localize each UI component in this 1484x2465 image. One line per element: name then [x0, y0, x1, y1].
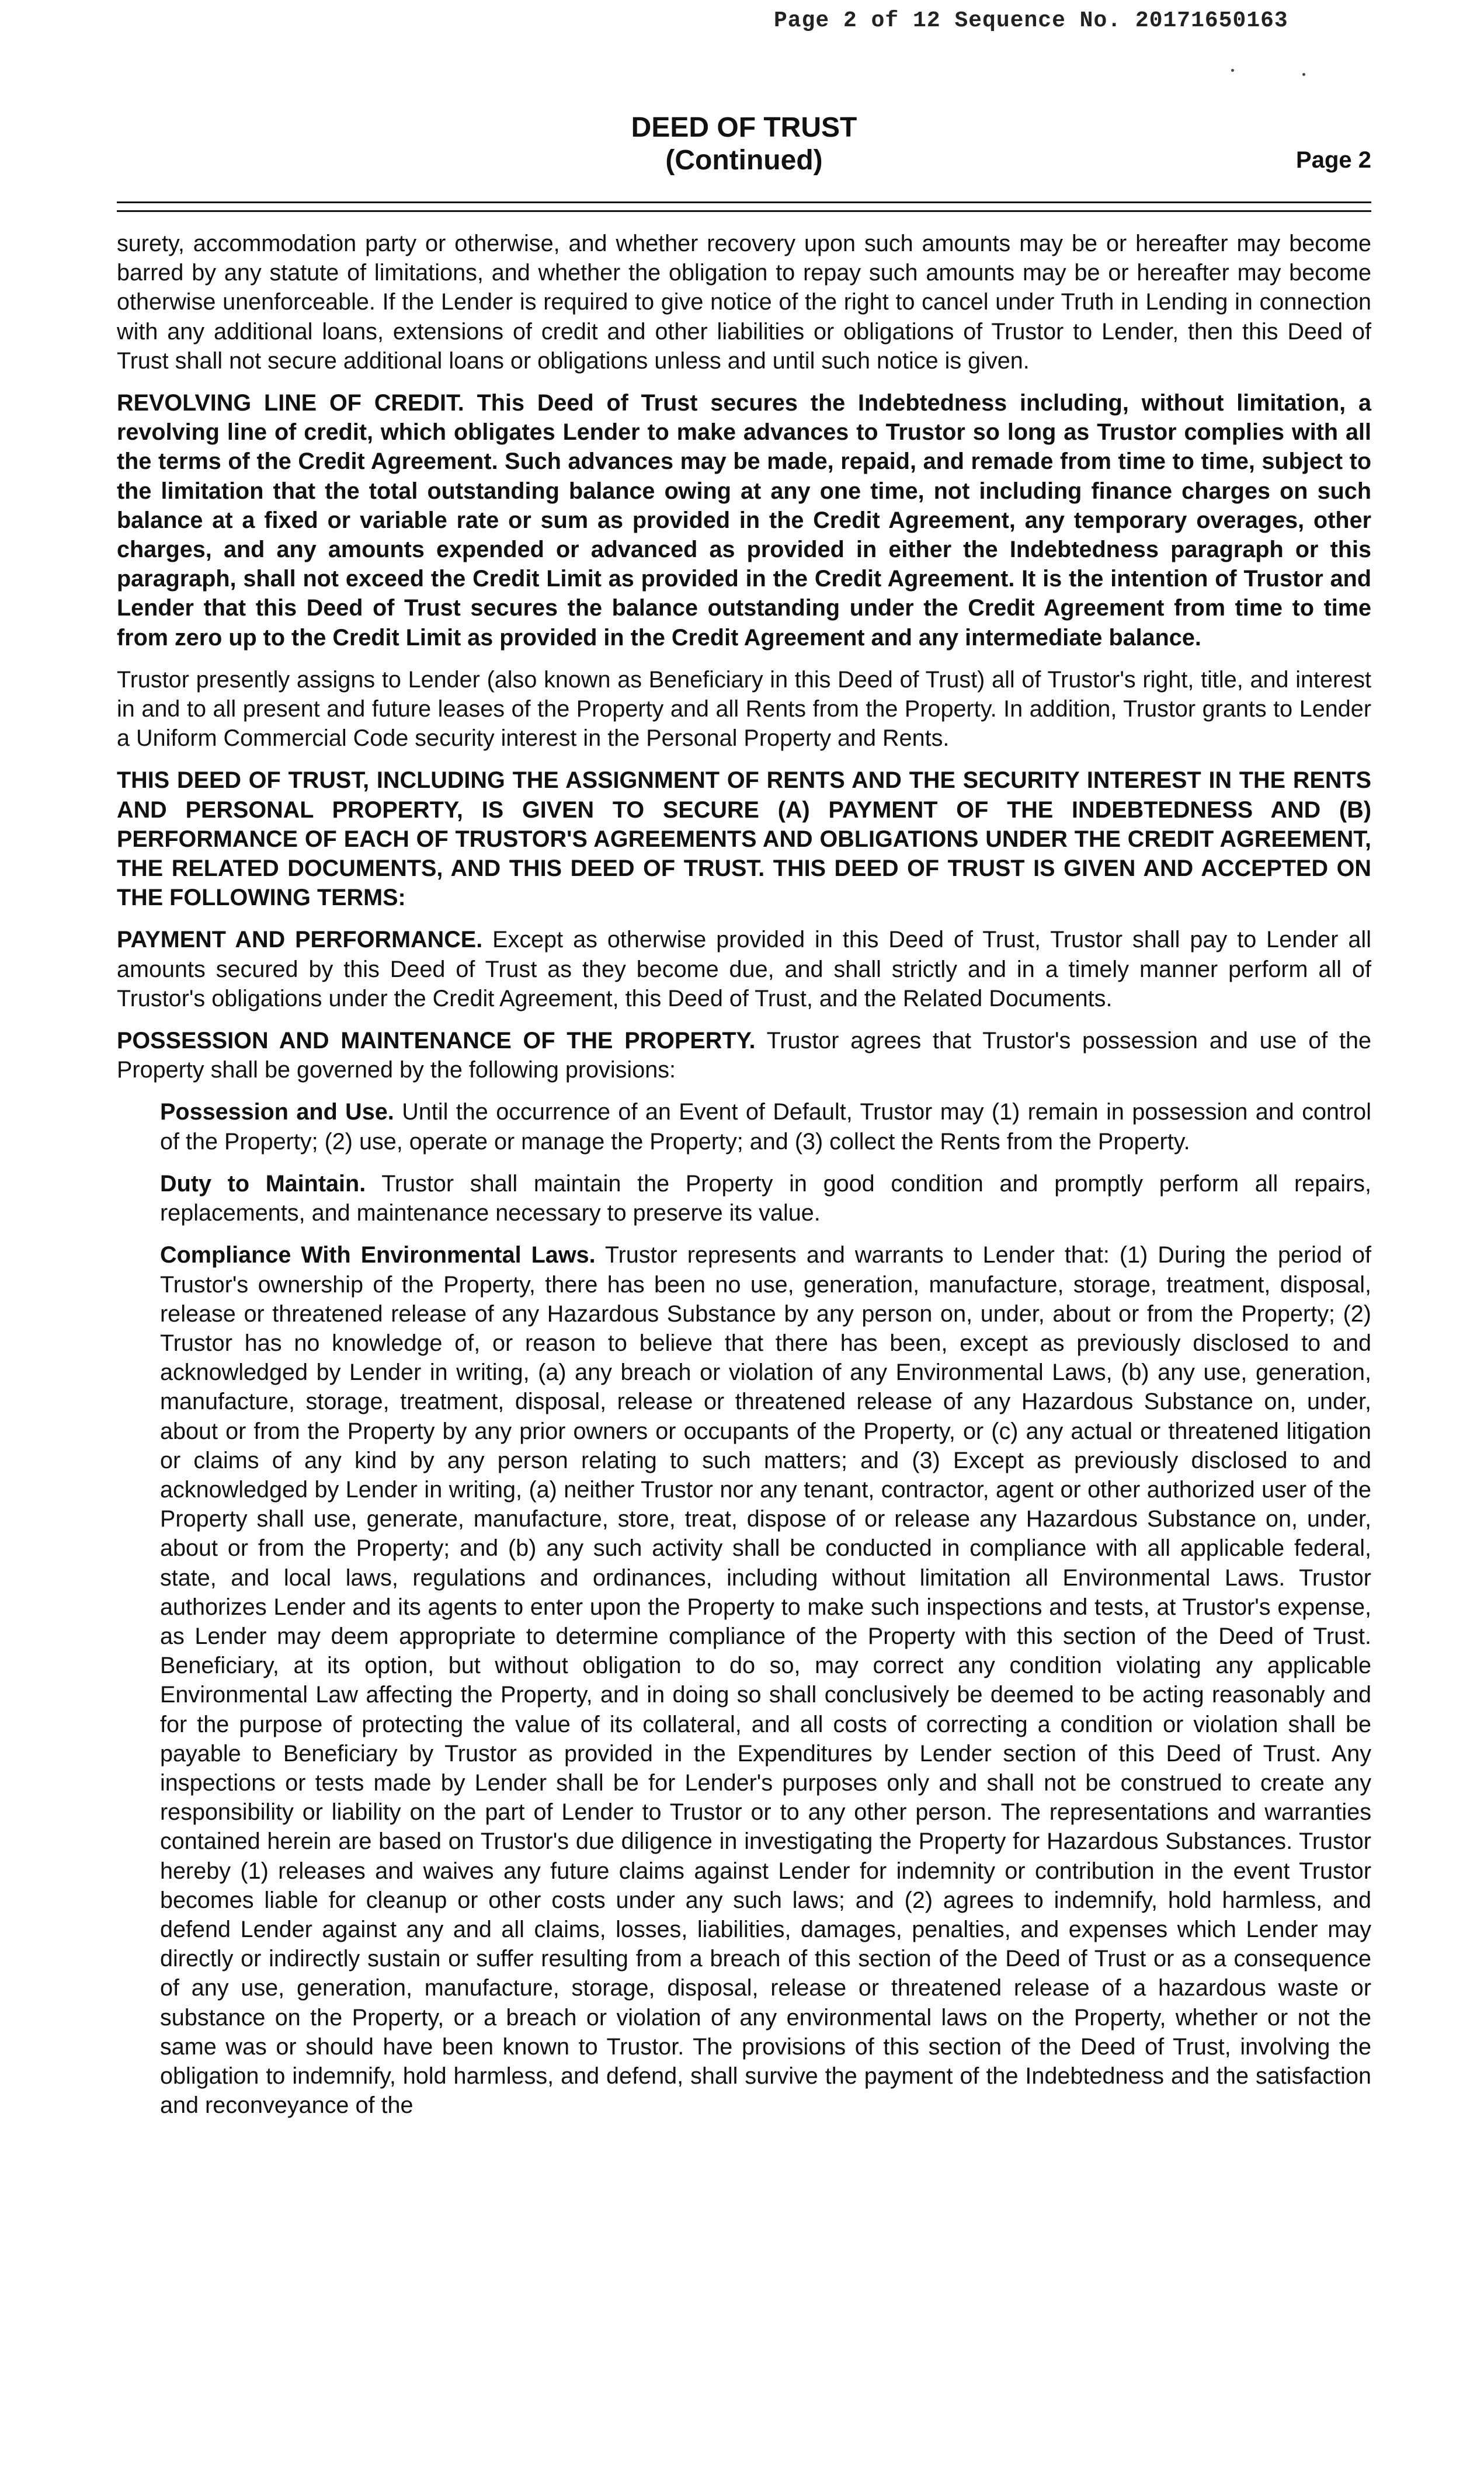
paragraph-revolving-line-of-credit — [117, 388, 1371, 652]
paragraph-assignment — [117, 665, 1371, 753]
subsection-heading: Compliance With Environmental Laws. — [160, 1242, 596, 1268]
paragraph-text: Until the occurrence of an Event of Default, Trustor may (1) remain in possession and control of the Property; (2) use, operate or manage the Property; and (3) collect the Rents from the Property. — [160, 1099, 1371, 1155]
document-body — [117, 229, 1371, 2133]
paragraph-text: Trustor agrees that Trustor's possession and use of the Property shall be governed by the following provisions: — [117, 1028, 1371, 1083]
paragraph-text: Except as otherwise provided in this Deed of Trust, Trustor shall pay to Lender all amounts secured by this Deed of Trust as they become due, and shall strictly and in a timely manner perform all of Trustor's obligations under the Credit Agreement, this Deed of Trust, and the Related Documents. — [117, 927, 1371, 1011]
scan-speck — [1231, 69, 1234, 72]
header-rule-bottom — [117, 210, 1371, 212]
paragraph-payment-and-performance — [117, 925, 1371, 1013]
subsection-heading: Duty to Maintain. — [160, 1170, 366, 1197]
subsection-heading: Possession and Use. — [160, 1099, 394, 1125]
document-title: DEED OF TRUST — [631, 112, 857, 143]
paragraph-text: THIS DEED OF TRUST, INCLUDING THE ASSIGNMENT OF RENTS AND THE SECURITY INTEREST IN THE RENTS AND PERSONAL PROPERTY, IS GIVEN TO SECURE (A) PAYMENT OF THE INDEBTEDNESS AND (B) PERFORMANCE OF EACH OF TRUSTOR'S AGREEMENTS AND OBLIGATIONS UNDER THE CREDIT AGREEMENT, THE RELATED DOCUMENTS, AND THIS DEED OF TRUST. THIS DEED OF TRUST IS GIVEN AND ACCEPTED ON THE FOLLOWING TERMS: — [117, 767, 1371, 911]
paragraph-given-to-secure — [117, 766, 1371, 912]
paragraph-possession-and-maintenance — [117, 1026, 1371, 1084]
header-rule-top — [117, 201, 1371, 203]
paragraph-duty-to-maintain — [160, 1169, 1371, 1228]
paragraph-text: This Deed of Trust secures the Indebtedness including, without limitation, a revolving line of credit, which obligates Lender to make advances to Trustor so long as Trustor complies with all the terms of the Credit Agreement. Such advances may be made, repaid, and remade from time to time, subject to the limitation that the total outstanding balance owing at any one time, not including finance charges on such balance at a fixed or variable rate or sum as provided in the Credit Agreement, any temporary overages, other charges, and any amounts expended or advanced as provided in either the Indebtedness paragraph or this paragraph, shall not exceed the Credit Limit as provided in the Credit Agreement. It is the intention of Trustor and Lender that this Deed of Trust secures the balance outstanding under the Credit Agreement from time to time from zero up to the Credit Limit as provided in the Credit Agreement and any intermediate balance. — [117, 390, 1371, 651]
section-heading: POSSESSION AND MAINTENANCE OF THE PROPERTY. — [117, 1028, 756, 1054]
section-heading: PAYMENT AND PERFORMANCE. — [117, 927, 483, 953]
paragraph-text: Trustor shall maintain the Property in good condition and promptly perform all repairs, replacements, and maintenance necessary to preserve its value. — [160, 1170, 1372, 1226]
paragraph-environmental-laws — [160, 1240, 1371, 2120]
paragraph-text: Trustor represents and warrants to Lender that: (1) During the period of Trustor's ownership of the Property, there has been no use, generation, manufacture, storage, treatment, disposal, release or threatened release of any Hazardous Substance by any person on, under, about or from the Property; (2) Trustor has no knowledge of, or reason to believe that there has been, except as previously disclosed to and acknowledged by Lender in writing, (a) any breach or violation of any Environmental Laws, (b) any use, generation, manufacture, storage, treatment, disposal, release or threatened release of any Hazardous Substance on, under, about or from the Property by any prior owners or occupants of the Property, or (c) any actual or threatened litigation or claims of any kind by any person relating to such matters; and (3) Except as previously disclosed to and acknowledged by Lender in writing, (a) neither Trustor nor any tenant, contractor, agent or other authorized user of the Property shall use, generate, manufacture, store, treat, dispose of or release any Hazardous Substance on, under, about or from the Property; and (b) any such activity shall be conducted in compliance with all applicable federal, state, and local laws, regulations and ordinances, including without limitation all Environmental Laws. Trustor authorizes Lender and its agents to enter upon the Property to make such inspections and tests, at Trustor's expense, as Lender may deem appropriate to determine compliance of the Property with this section of the Deed of Trust. Beneficiary, at its option, but without obligation to do so, may correct any condition violating any applicable Environmental Law affecting the Property, and in doing so shall conclusively be deemed to be acting reasonably and for the purpose of protecting the value of its collateral, and all costs of correcting a condition or violation shall be payable to Beneficiary by Trustor as provided in the Expenditures by Lender section of this Deed of Trust. Any inspections or tests made by Lender shall be for Lender's purposes only and shall not be construed to create any responsibility or liability on the part of Lender to Trustor or to any other person. The representations and warranties contained herein are based on Trustor's due diligence in investigating the Property for Hazardous Substances. Trustor hereby (1) releases and waives any future claims against Lender for indemnity or contribution in the event Trustor becomes liable for cleanup or other costs under any such laws; and (2) agrees to indemnify, hold harmless, and defend Lender against any and all claims, losses, liabilities, damages, penalties, and expenses which Lender may directly or indirectly sustain or suffer resulting from a breach of this section of the Deed of Trust or as a consequence of any use, generation, manufacture, storage, disposal, release or threatened release of a hazardous waste or substance on the Property, or a breach or violation of any environmental laws on the Property, whether or not the same was or should have been known to Trustor. The provisions of this section of the Deed of Trust, involving the obligation to indemnify, hold harmless, and defend, shall survive the payment of the Indebtedness and the satisfaction and reconveyance of the — [160, 1242, 1371, 2119]
paragraph-surety-continuation — [117, 229, 1371, 376]
paragraph-possession-and-use — [160, 1097, 1371, 1156]
page-sequence-stamp: Page 2 of 12 Sequence No. 20171650163 — [774, 8, 1288, 33]
document-header — [117, 112, 1371, 188]
page-label: Page 2 — [1296, 147, 1371, 173]
paragraph-text: surety, accommodation party or otherwise, and whether recovery upon such amounts may be or hereafter may become barred by any statute of limitations, and whether the obligation to repay such amounts may be or hereafter may become otherwise unenforceable. If the Lender is required to give notice of the right to cancel under Truth in Lending in connection with any additional loans, extensions of credit and other liabilities or obligations of Trustor to Lender, then this Deed of Trust shall not secure additional loans or obligations unless and until such notice is given. — [117, 231, 1371, 374]
document-subtitle: (Continued) — [665, 145, 823, 176]
scan-speck — [1302, 73, 1305, 76]
paragraph-text: Trustor presently assigns to Lender (also known as Beneficiary in this Deed of Trust) all of Trustor's right, title, and interest in and to all present and future leases of the Property and all Rents from the Property. In addition, Trustor grants to Lender a Uniform Commercial Code security interest in the Personal Property and Rents. — [117, 666, 1371, 752]
section-heading: REVOLVING LINE OF CREDIT. — [117, 390, 464, 416]
